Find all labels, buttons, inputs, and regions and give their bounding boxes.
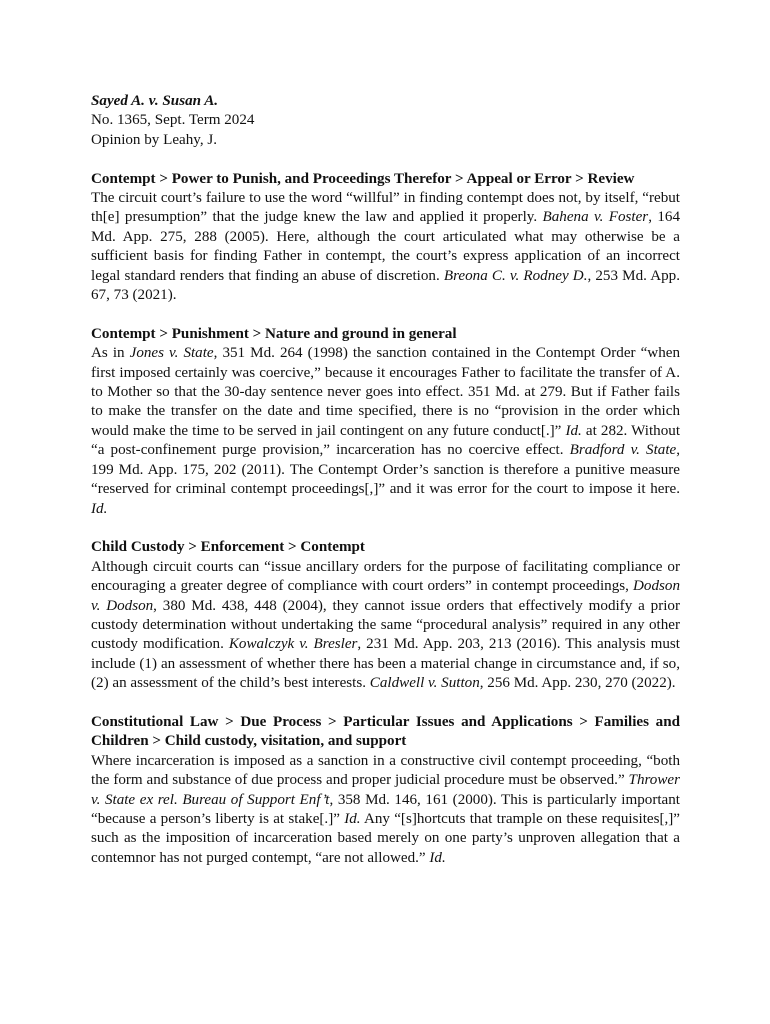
case-citation-name: Jones v. State: [129, 345, 214, 362]
body-text: , 164 Md. App. 275, 288 (2005). Here, although the court articulated what may otherwise be a sufficient basis for finding Father in contempt, the court’s express application of an incorrect legal standard renders that finding an abuse of discretion.: [91, 209, 681, 284]
headnote-heading: Child Custody > Enforcement > Contempt: [91, 539, 365, 556]
headnote-heading: Contempt > Punishment > Nature and ground in general: [91, 325, 457, 342]
headnote-body: [91, 752, 680, 868]
docket-number: No. 1365, Sept. Term 2024: [91, 112, 255, 129]
headnote-heading: Constitutional Law > Due Process > Particular Issues and Applications > Families and Children > Child custody, visitation, and support: [91, 713, 680, 750]
body-text: , 256 Md. App. 230, 270 (2022).: [479, 675, 676, 692]
headnote-section: [91, 538, 680, 693]
case-caption: [91, 92, 680, 150]
case-citation-name: Thrower v. State ex rel. Bureau of Support Enf’t: [91, 772, 680, 808]
case-citation-name: Breona C. v. Rodney D.: [443, 267, 588, 284]
body-text: , 253 Md. App. 67, 73 (2021).: [91, 267, 680, 304]
case-citation-name: Caldwell v. Sutton: [369, 675, 480, 692]
headnote-body: [91, 344, 680, 519]
body-text: , 199 Md. App. 175, 202 (2011). The Contempt Order’s sanction is therefore a punitive measure “reserved for criminal contempt proceedings[,]” and it was error for the court to impose it here.: [91, 442, 681, 498]
body-text: The circuit court’s failure to use the word “willful” in finding contempt does not, by itself, “rebut th[e] presumption” that the judge knew the law and applied it properly.: [91, 190, 680, 226]
case-citation-name: Dodson v. Dodson: [91, 578, 680, 614]
opinion-author: Opinion by Leahy, J.: [91, 131, 218, 148]
headnote-body: [91, 189, 680, 305]
case-citation-name: Bradford v. State: [569, 442, 677, 459]
body-text: , 358 Md. 146, 161 (2000). This is particularly important “because a person’s liberty is at stake[.]”: [91, 791, 680, 827]
case-citation-name: Id.: [565, 422, 582, 439]
body-text: , 231 Md. App. 203, 213 (2016). This analysis must include (1) an assessment of whether there has been a material change in circumstance and, if so, (2) an assessment of the child’s best interests.: [91, 636, 680, 692]
body-text: at 282. Without “a post-confinement purge provision,” incarceration has no coercive effect.: [91, 422, 681, 459]
case-citation-name: Id.: [344, 810, 361, 827]
body-text: As in: [91, 345, 130, 362]
headnote-body: [91, 558, 680, 694]
case-citation-name: Id.: [91, 500, 108, 517]
document-content: [91, 92, 680, 868]
case-title: Sayed A. v. Susan A.: [91, 93, 219, 109]
body-text: Any “[s]hortcuts that trample on these requisites[,]” such as the imposition of incarceration based merely on one party’s unproven allegation that a contemnor has not purged contempt, “are not allowed.”: [91, 810, 680, 866]
headnote-section: [91, 170, 680, 306]
headnote-sections: [91, 170, 680, 869]
body-text: , 351 Md. 264 (1998) the sanction contained in the Contempt Order “when first imposed certainly was coercive,” because it encourages Father to facilitate the transfer of A. to Mother so that the 30-day sentence never goes into effect. 351 Md. at 279. But if Father fails to make the transfer on the date and time specified, there is no “provision in the order which would make the time to be served in jail contingent on any future conduct[.]”: [91, 345, 681, 439]
headnote-section: [91, 325, 680, 519]
body-text: Although circuit courts can “issue ancillary orders for the purpose of facilitating compliance or encouraging a greater degree of compliance with court orders” in contempt proceedings,: [91, 558, 680, 595]
case-citation-name: Kowalczyk v. Bresler: [228, 636, 358, 653]
body-text: Where incarceration is imposed as a sanction in a constructive civil contempt proceeding, “both the form and substance of due process and proper judicial procedure must be observed.”: [91, 752, 680, 789]
case-citation-name: Id.: [429, 849, 446, 866]
headnote-section: [91, 713, 680, 868]
body-text: , 380 Md. 438, 448 (2004), they cannot issue orders that effectively modify a prior custody determination without undertaking the same “procedural analysis” required in any other custody modification.: [91, 597, 680, 653]
headnote-heading: Contempt > Power to Punish, and Proceedings Therefor > Appeal or Error > Review: [91, 170, 635, 187]
case-citation-name: Bahena v. Foster: [542, 209, 649, 226]
